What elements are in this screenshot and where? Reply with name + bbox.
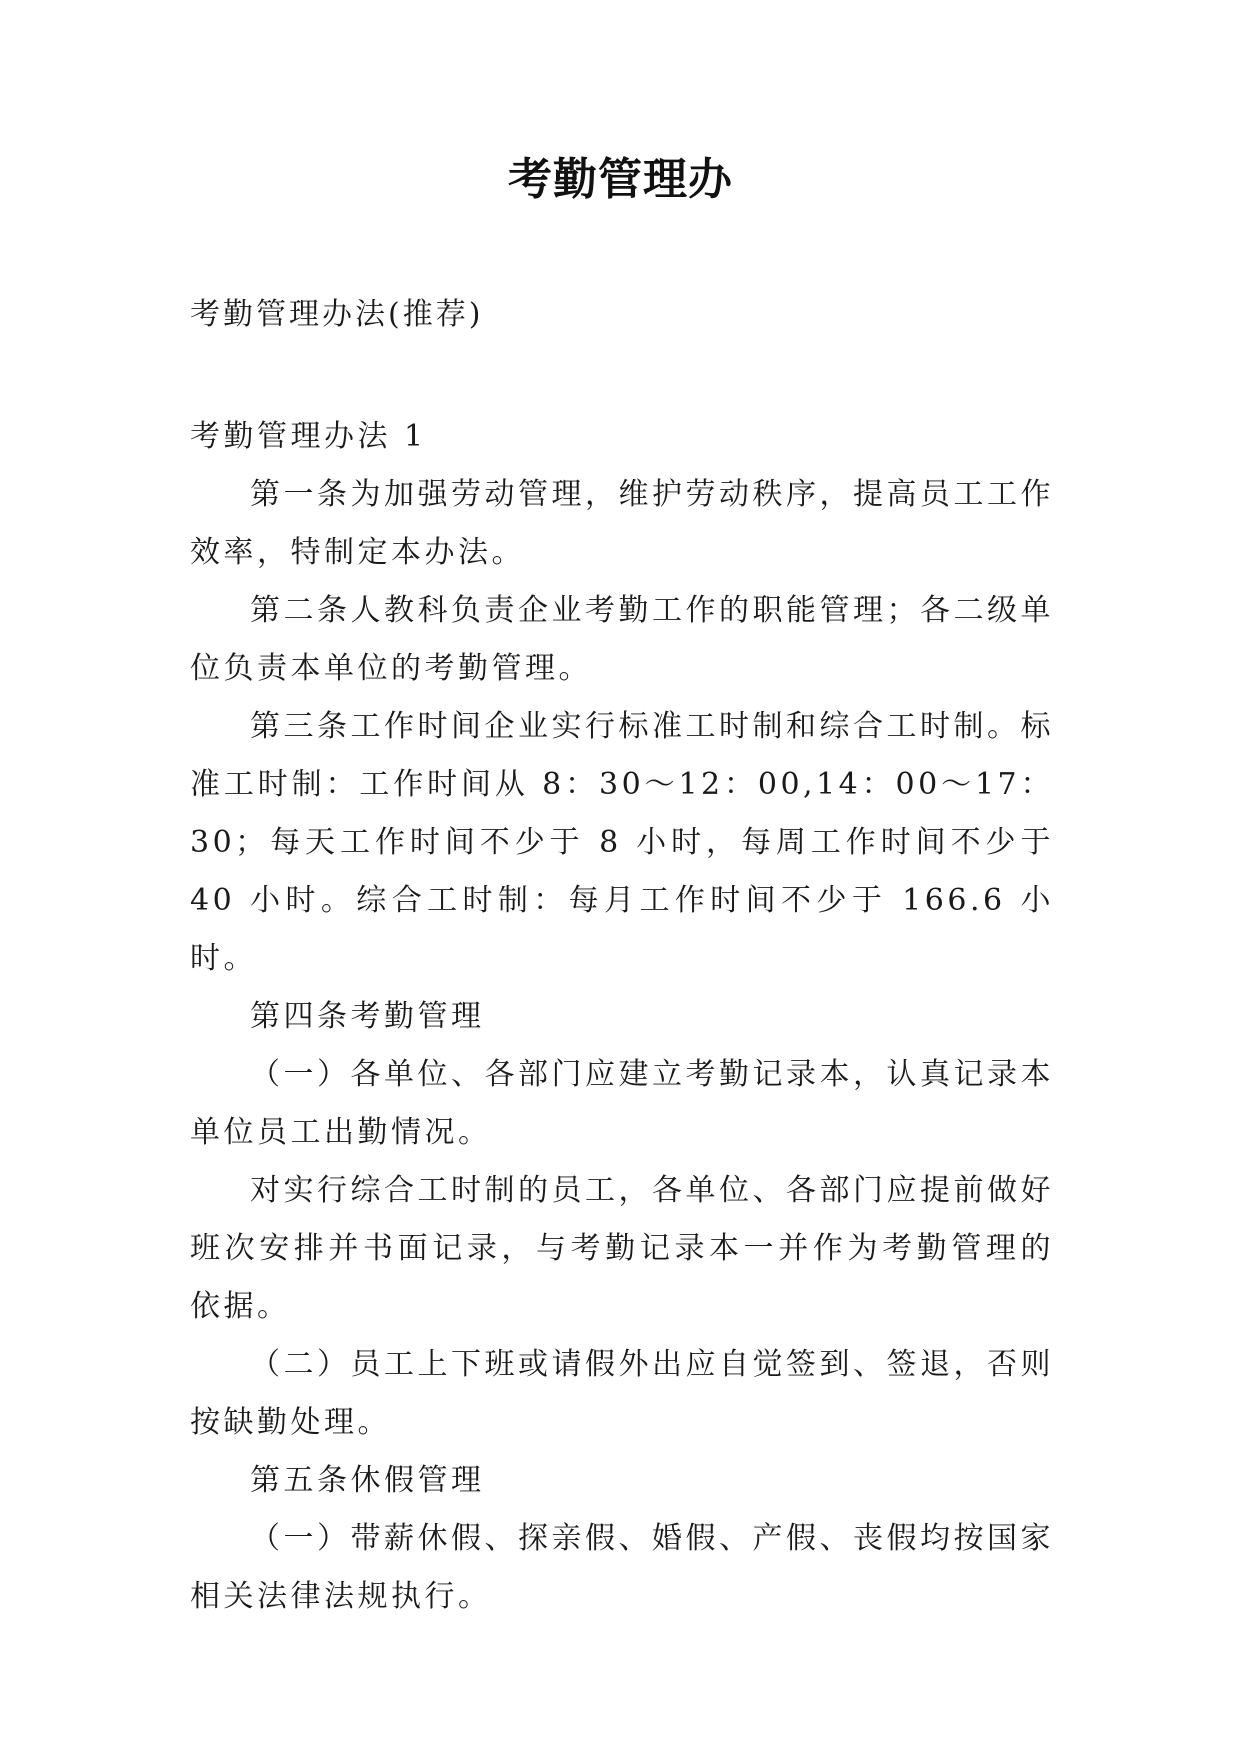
document-title: 考勤管理办 [508, 154, 733, 205]
article-4-item-1-note-paragraph: 对实行综合工时制的员工，各单位、各部门应提前做好班次安排并书面记录，与考勤记录本一并作为考勤管理的依据。 [190, 1173, 1054, 1324]
section-heading: 考勤管理办法 1 [190, 419, 427, 454]
article-1-paragraph: 第一条为加强劳动管理，维护劳动秩序，提高员工工作效率，特制定本办法。 [190, 477, 1054, 570]
document-subtitle: 考勤管理办法(推荐) [190, 297, 484, 332]
article-5-heading: 第五条休假管理 [250, 1463, 485, 1498]
article-5-item-1-paragraph: （一）带薪休假、探亲假、婚假、产假、丧假均按国家相关法律法规执行。 [190, 1521, 1054, 1614]
document-body [190, 408, 1054, 1626]
article-3-paragraph: 第三条工作时间企业实行标准工时制和综合工时制。标准工时制：工作时间从 8：30～12：00,14：00～17：30；每天工作时间不少于 8 小时，每周工作时间不少于 40 小时。综合工时制：每月工作时间不少于 166.6 小时。 [190, 709, 1054, 976]
article-4-item-2-paragraph: （二）员工上下班或请假外出应自觉签到、签退，否则按缺勤处理。 [190, 1347, 1054, 1440]
article-2-paragraph: 第二条人教科负责企业考勤工作的职能管理；各二级单位负责本单位的考勤管理。 [190, 593, 1054, 686]
article-4-item-1-paragraph: （一）各单位、各部门应建立考勤记录本，认真记录本单位员工出勤情况。 [190, 1057, 1054, 1150]
article-4-heading: 第四条考勤管理 [250, 999, 485, 1034]
